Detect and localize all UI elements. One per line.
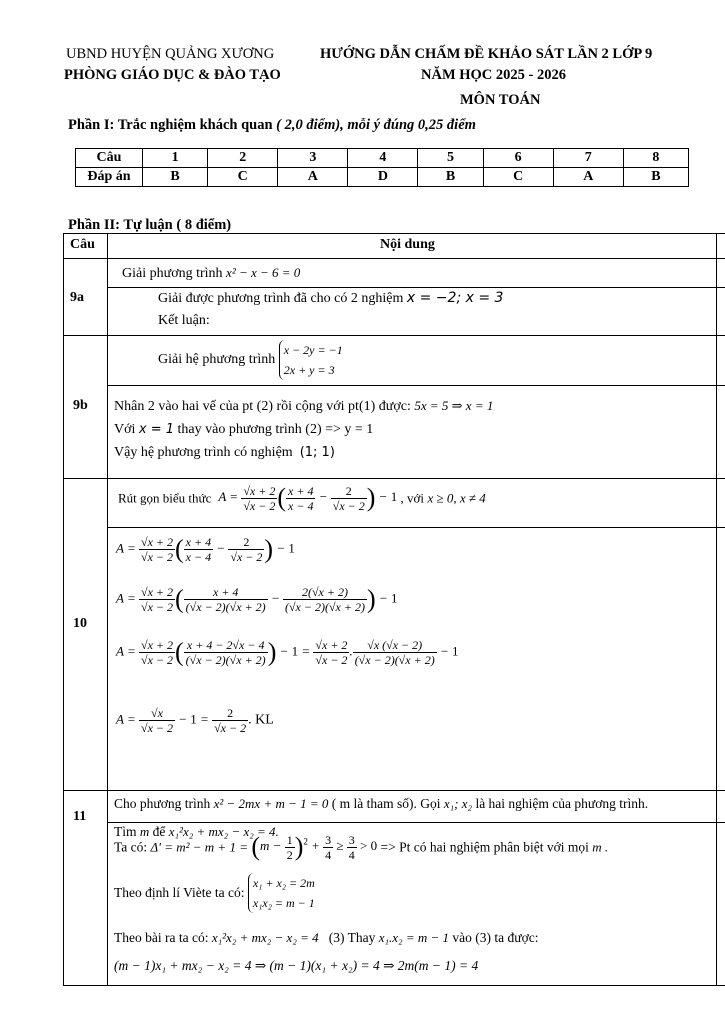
question-cell: 6 [483, 149, 553, 168]
subject: MÔN TOÁN [460, 92, 541, 108]
school-year: NĂM HỌC 2025 - 2026 [421, 67, 566, 83]
col-header-cau: Câu [70, 237, 95, 252]
answer-table-row-questions [76, 149, 689, 168]
question-label-9a: 9a [70, 290, 84, 305]
question-cell: 7 [553, 149, 623, 168]
answer-cell: D [348, 168, 418, 187]
q11-derivation: (m − 1)x₁ + mx₂ − x₂ = 4 ⇒ (m − 1)(x₁ + x₂) = 4 ⇒ 2m(m − 1) = 4 [114, 958, 479, 973]
q10-expression: A = $\frac{√x + 2}{√x - 2}$ ( $\frac{x + 4}{x - 4}$ − $\frac{2}{√x - 2}$ ) − 1 [218, 483, 398, 513]
q10-step2: A = $\frac{√x + 2}{√x - 2}$ ( $\frac{x + 4}{(√x - 2)(√x + 2)}$ − $\frac{2(√x + 2)}{(√x - 2)(√x + 2)}$ ) − 1 [116, 584, 398, 614]
part2-title: Phần II: Tự luận ( 8 điểm) [68, 217, 232, 233]
q11-statement-1: Cho phương trình x² − 2mx + m − 1 = 0 ( m là tham số). Gọi x₁; x₂ là hai nghiệm của phương trình. [114, 796, 649, 811]
question-label-11: 11 [73, 809, 87, 824]
q10-task: Rút gọn biểu thức A = $\frac{√x + 2}{√x - 2}$ ( $\frac{x + 4}{x - 4}$ − $\frac{2}{√x - 2}$ ) − 1 , với x ≥ 0, x ≠ 4 [118, 483, 486, 513]
q9b-task: Giải hệ phương trình x − 2y = −1 2x + y = 3 [158, 340, 343, 380]
question-cell: 1 [143, 149, 208, 168]
q9a-task: Giải phương trình x² − x − 6 = 0 [122, 265, 301, 281]
q11-vieta: Theo định lí Viète ta có: x₁ + x₂ = 2m x₁x₂ = m − 1 [114, 873, 315, 913]
question-cell: 3 [278, 149, 348, 168]
q10-step3: A = $\frac{√x + 2}{√x - 2}$ ( $\frac{x + 4 - 2√x - 4}{(√x - 2)(√x + 2)}$ ) − 1 = $\frac{√x + 2}{√x - 2}$ . $\frac{√x (√x - 2)}{(√x - 2)(√x + 2)}$ − 1 [116, 637, 459, 667]
question-cell: 2 [208, 149, 278, 168]
q9b-step1: Nhân 2 vào hai vế của pt (2) rồi cộng với pt(1) được: 5x = 5 ⇒ x = 1 [114, 398, 494, 414]
doc-title: HƯỚNG DẪN CHẤM ĐỀ KHẢO SÁT LẦN 2 LỚP 9 [320, 46, 653, 62]
answer-cell: B [623, 168, 688, 187]
q9b-step2: Với x = 1 thay vào phương trình (2) => y = 1 [114, 422, 374, 437]
part1-title: Phần I: Trắc nghiệm khách quan ( 2,0 điểm), mỗi ý đúng 0,25 điểm [68, 117, 476, 133]
question-cell: 5 [418, 149, 483, 168]
q9a-equation: x² − x − 6 = 0 [226, 265, 301, 280]
q11-statement-2: Tìm m để x₁²x₂ + mx₂ − x₂ = 4. [114, 824, 279, 839]
answer-cell: C [208, 168, 278, 187]
header-department: UBND HUYỆN QUẢNG XƯƠNG [66, 46, 275, 62]
q11-vieta-system: x₁ + x₂ = 2m x₁x₂ = m − 1 [248, 873, 315, 913]
answer-cell: C [483, 168, 553, 187]
answer-cell: A [553, 168, 623, 187]
q11-substitution: Theo bài ra ta có: x₁²x₂ + mx₂ − x₂ = 4 (3) Thay x₁.x₂ = m − 1 vào (3) ta được: [114, 930, 539, 945]
q9a-solution: Giải được phương trình đã cho có 2 nghiệm x = −2; x = 3 [158, 290, 504, 306]
answer-table-row-answers [76, 168, 689, 187]
header-office: PHÒNG GIÁO DỤC & ĐÀO TẠO [64, 67, 281, 83]
question-label-10: 10 [73, 616, 87, 631]
q10-result: A = $\frac{√x}{√x - 2}$ − 1 = $\frac{2}{√x - 2}$ . KL [116, 706, 274, 735]
question-cell: 8 [623, 149, 688, 168]
row-label: Câu [76, 149, 143, 168]
q10-step1: A = $\frac{√x + 2}{√x - 2}$ ( $\frac{x + 4}{x - 4}$ − $\frac{2}{√x - 2}$ ) − 1 [116, 534, 295, 564]
q9b-system: x − 2y = −1 2x + y = 3 [279, 340, 343, 380]
question-label-9b: 9b [73, 398, 88, 413]
answer-table [75, 148, 689, 187]
row-label: Đáp án [76, 168, 143, 187]
answer-cell: A [278, 168, 348, 187]
col-header-noidung: Nội dung [380, 237, 435, 252]
question-cell: 4 [348, 149, 418, 168]
q9b-conclusion: Vậy hệ phương trình có nghiệm (1; 1) [114, 445, 335, 460]
answer-cell: B [143, 168, 208, 187]
answer-cell: B [418, 168, 483, 187]
q9a-conclusion: Kết luận: [158, 313, 210, 328]
q11-discriminant: Ta có: Δ' = m² − m + 1 = (m − $\frac{1}{2}$ )$^2$ + $\frac{3}{4}$ ≥ $\frac{3}{4}$ > 0 => Pt có hai nghiệm phân biệt với mọi m . [114, 832, 609, 862]
